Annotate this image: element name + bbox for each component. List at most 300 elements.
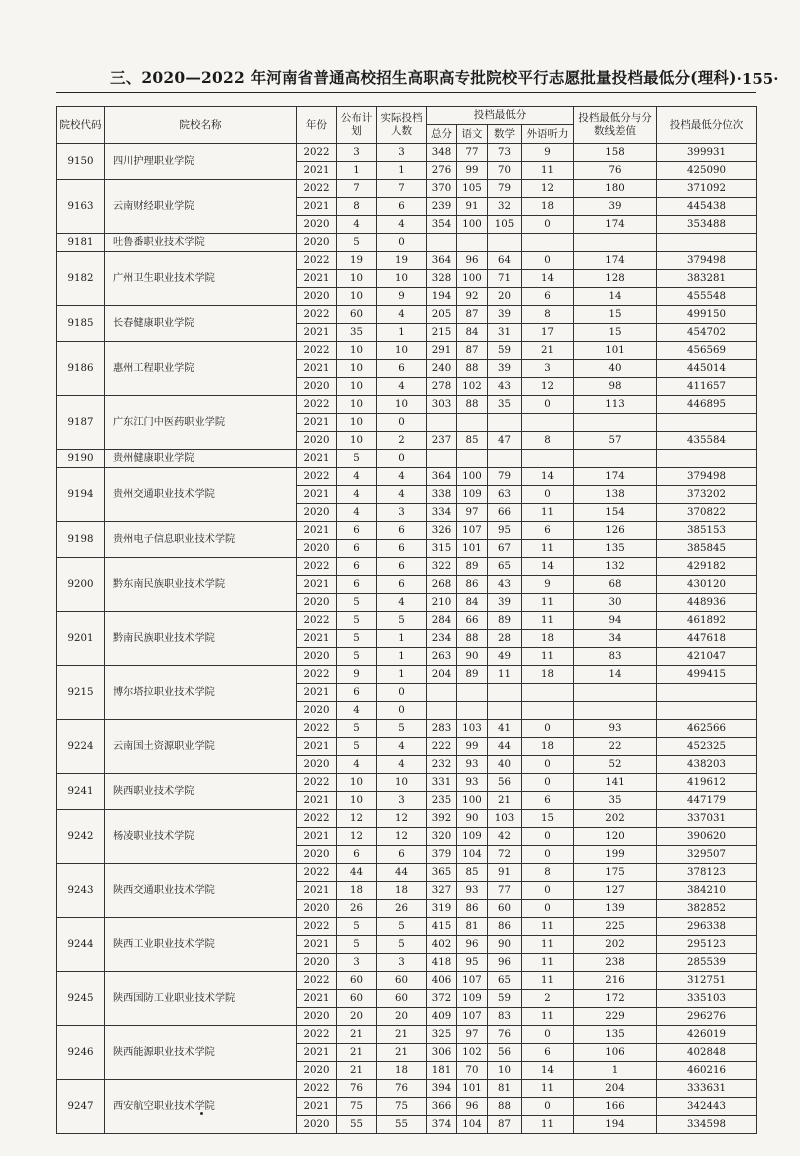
foreign-cell: 11 [522,540,574,558]
foreign-cell: 0 [522,846,574,864]
school-code: 9194 [57,468,105,522]
math-cell: 43 [488,378,522,396]
plan-cell: 3 [337,954,377,972]
year-cell: 2022 [297,468,337,486]
table-row [57,720,757,738]
school-code: 9181 [57,234,105,252]
school-code: 9224 [57,720,105,774]
plan-cell: 21 [337,1062,377,1080]
rank-cell: 447618 [657,630,757,648]
school-code: 9244 [57,918,105,972]
actual-cell: 4 [377,756,427,774]
actual-cell: 76 [377,1080,427,1098]
school-code: 9245 [57,972,105,1026]
rank-cell: 334598 [657,1116,757,1134]
foreign-cell: 3 [522,360,574,378]
foreign-cell: 11 [522,612,574,630]
rank-cell [657,450,757,468]
math-cell: 105 [488,216,522,234]
header-math: 数学 [488,125,522,144]
rank-cell: 445438 [657,198,757,216]
total-cell: 392 [427,810,457,828]
math-cell: 32 [488,198,522,216]
year-cell: 2021 [297,576,337,594]
math-cell: 71 [488,270,522,288]
rank-cell: 378123 [657,864,757,882]
total-cell: 406 [427,972,457,990]
foreign-cell: 0 [522,882,574,900]
year-cell: 2022 [297,612,337,630]
actual-cell: 5 [377,720,427,738]
table-row [57,342,757,360]
foreign-cell: 9 [522,144,574,162]
year-cell: 2021 [297,522,337,540]
chinese-cell: 104 [457,846,488,864]
year-cell: 2020 [297,432,337,450]
year-cell: 2022 [297,180,337,198]
foreign-cell: 14 [522,468,574,486]
rank-cell [657,234,757,252]
total-cell: 239 [427,198,457,216]
plan-cell: 76 [337,1080,377,1098]
table-row [57,234,757,252]
math-cell: 35 [488,396,522,414]
foreign-cell: 11 [522,936,574,954]
school-name: 吐鲁番职业技术学院 [105,234,297,252]
school-code: 9241 [57,774,105,810]
plan-cell: 5 [337,630,377,648]
year-cell: 2020 [297,216,337,234]
header-total: 总分 [427,125,457,144]
chinese-cell: 93 [457,756,488,774]
math-cell: 91 [488,864,522,882]
table-row [57,1080,757,1098]
rank-cell: 379498 [657,468,757,486]
plan-cell: 18 [337,882,377,900]
diff-cell: 139 [574,900,657,918]
school-name: 云南国土资源职业学院 [105,720,297,774]
math-cell: 28 [488,630,522,648]
table-row [57,918,757,936]
diff-cell: 141 [574,774,657,792]
actual-cell: 2 [377,432,427,450]
diff-cell: 132 [574,558,657,576]
table-row [57,252,757,270]
table-row [57,612,757,630]
actual-cell: 4 [377,378,427,396]
total-cell: 319 [427,900,457,918]
year-cell: 2020 [297,1116,337,1134]
total-cell: 222 [427,738,457,756]
math-cell: 96 [488,954,522,972]
rank-cell: 399931 [657,144,757,162]
diff-cell: 225 [574,918,657,936]
foreign-cell [522,450,574,468]
rank-cell: 448936 [657,594,757,612]
total-cell: 263 [427,648,457,666]
rank-cell: 353488 [657,216,757,234]
diff-cell: 98 [574,378,657,396]
rank-cell: 462566 [657,720,757,738]
math-cell: 31 [488,324,522,342]
plan-cell: 10 [337,360,377,378]
chinese-cell: 109 [457,486,488,504]
school-code: 9187 [57,396,105,450]
chinese-cell: 89 [457,666,488,684]
actual-cell: 10 [377,270,427,288]
math-cell: 10 [488,1062,522,1080]
table-row [57,666,757,684]
plan-cell: 12 [337,810,377,828]
foreign-cell: 11 [522,594,574,612]
actual-cell: 12 [377,828,427,846]
total-cell: 364 [427,468,457,486]
actual-cell: 60 [377,972,427,990]
actual-cell: 0 [377,684,427,702]
school-code: 9246 [57,1026,105,1080]
foreign-cell [522,702,574,720]
school-name: 博尔塔拉职业技术学院 [105,666,297,720]
year-cell: 2020 [297,756,337,774]
diff-cell: 22 [574,738,657,756]
diff-cell: 199 [574,846,657,864]
rank-cell: 411657 [657,378,757,396]
table-row [57,396,757,414]
school-name: 陕西工业职业技术学院 [105,918,297,972]
math-cell: 88 [488,1098,522,1116]
total-cell: 284 [427,612,457,630]
math-cell: 87 [488,1116,522,1134]
header-divider [56,92,756,93]
actual-cell: 7 [377,180,427,198]
chinese-cell: 85 [457,432,488,450]
math-cell: 56 [488,774,522,792]
year-cell: 2022 [297,396,337,414]
foreign-cell: 14 [522,558,574,576]
total-cell: 306 [427,1044,457,1062]
foreign-cell: 11 [522,162,574,180]
school-name: 西安航空职业技术学院 [105,1080,297,1134]
actual-cell: 6 [377,846,427,864]
foreign-cell: 0 [522,252,574,270]
rank-cell: 435584 [657,432,757,450]
actual-cell: 10 [377,774,427,792]
actual-cell: 44 [377,864,427,882]
rank-cell: 390620 [657,828,757,846]
plan-cell: 20 [337,1008,377,1026]
actual-cell: 6 [377,360,427,378]
plan-cell: 5 [337,936,377,954]
diff-cell: 101 [574,342,657,360]
year-cell: 2020 [297,504,337,522]
year-cell: 2021 [297,882,337,900]
plan-cell: 5 [337,594,377,612]
diff-cell: 229 [574,1008,657,1026]
foreign-cell: 0 [522,828,574,846]
plan-cell: 9 [337,666,377,684]
year-cell: 2022 [297,1080,337,1098]
actual-cell: 4 [377,468,427,486]
diff-cell: 175 [574,864,657,882]
chinese-cell [457,414,488,432]
foreign-cell: 11 [522,1008,574,1026]
diff-cell: 202 [574,936,657,954]
year-cell: 2021 [297,1098,337,1116]
table-row [57,1026,757,1044]
school-code: 9185 [57,306,105,342]
year-cell: 2021 [297,792,337,810]
school-name: 贵州健康职业学院 [105,450,297,468]
actual-cell: 60 [377,990,427,1008]
diff-cell: 39 [574,198,657,216]
chinese-cell: 77 [457,144,488,162]
plan-cell: 5 [337,612,377,630]
year-cell: 2022 [297,864,337,882]
year-cell: 2021 [297,738,337,756]
total-cell: 327 [427,882,457,900]
chinese-cell: 96 [457,936,488,954]
diff-cell: 14 [574,666,657,684]
foreign-cell: 8 [522,432,574,450]
rank-cell: 296338 [657,918,757,936]
rank-cell: 461892 [657,612,757,630]
foreign-cell: 21 [522,342,574,360]
school-name: 陕西国防工业职业技术学院 [105,972,297,1026]
plan-cell: 4 [337,216,377,234]
rank-cell: 333631 [657,1080,757,1098]
math-cell: 11 [488,666,522,684]
table-row [57,450,757,468]
school-code: 9190 [57,450,105,468]
foreign-cell: 0 [522,900,574,918]
header-min-score: 投档最低分 [427,107,574,125]
school-code: 9150 [57,144,105,180]
actual-cell: 10 [377,342,427,360]
school-name: 贵州电子信息职业技术学院 [105,522,297,558]
math-cell: 90 [488,936,522,954]
rank-cell: 337031 [657,810,757,828]
plan-cell: 6 [337,522,377,540]
actual-cell: 6 [377,198,427,216]
foreign-cell: 11 [522,954,574,972]
diff-cell: 174 [574,216,657,234]
chinese-cell: 100 [457,216,488,234]
year-cell: 2021 [297,828,337,846]
actual-cell: 6 [377,540,427,558]
math-cell: 89 [488,612,522,630]
foreign-cell: 11 [522,1116,574,1134]
rank-cell: 342443 [657,1098,757,1116]
total-cell: 194 [427,288,457,306]
header-code: 院校代码 [57,107,105,144]
chinese-cell: 109 [457,828,488,846]
total-cell: 210 [427,594,457,612]
diff-cell [574,450,657,468]
total-cell [427,234,457,252]
school-code: 9198 [57,522,105,558]
diff-cell: 68 [574,576,657,594]
rank-cell: 499415 [657,666,757,684]
actual-cell: 1 [377,630,427,648]
foreign-cell: 14 [522,270,574,288]
year-cell: 2020 [297,846,337,864]
foreign-cell: 0 [522,774,574,792]
chinese-cell: 88 [457,360,488,378]
diff-cell: 135 [574,540,657,558]
total-cell: 291 [427,342,457,360]
actual-cell: 18 [377,882,427,900]
stray-mark [200,1112,203,1115]
plan-cell: 55 [337,1116,377,1134]
chinese-cell: 99 [457,738,488,756]
rank-cell: 379498 [657,252,757,270]
year-cell: 2021 [297,414,337,432]
math-cell: 67 [488,540,522,558]
chinese-cell: 107 [457,972,488,990]
diff-cell: 15 [574,306,657,324]
actual-cell: 0 [377,702,427,720]
rank-cell: 499150 [657,306,757,324]
chinese-cell: 66 [457,612,488,630]
total-cell: 283 [427,720,457,738]
total-cell: 326 [427,522,457,540]
math-cell: 73 [488,144,522,162]
chinese-cell: 92 [457,288,488,306]
school-code: 9186 [57,342,105,396]
diff-cell: 34 [574,630,657,648]
plan-cell: 1 [337,162,377,180]
rank-cell: 426019 [657,1026,757,1044]
year-cell: 2021 [297,162,337,180]
actual-cell: 0 [377,414,427,432]
actual-cell: 3 [377,792,427,810]
plan-cell: 60 [337,990,377,1008]
header-year: 年份 [297,107,337,144]
total-cell: 240 [427,360,457,378]
year-cell: 2021 [297,270,337,288]
math-cell: 66 [488,504,522,522]
plan-cell: 5 [337,720,377,738]
school-name: 云南财经职业学院 [105,180,297,234]
plan-cell: 44 [337,864,377,882]
diff-cell: 35 [574,792,657,810]
school-name: 四川护理职业学院 [105,144,297,180]
plan-cell: 60 [337,306,377,324]
total-cell: 394 [427,1080,457,1098]
actual-cell: 1 [377,648,427,666]
diff-cell: 172 [574,990,657,1008]
diff-cell: 128 [574,270,657,288]
chinese-cell: 86 [457,900,488,918]
year-cell: 2022 [297,774,337,792]
table-row [57,468,757,486]
actual-cell: 19 [377,252,427,270]
year-cell: 2020 [297,702,337,720]
rank-cell: 335103 [657,990,757,1008]
plan-cell: 10 [337,414,377,432]
chinese-cell: 96 [457,1098,488,1116]
school-code: 9242 [57,810,105,864]
rank-cell: 419612 [657,774,757,792]
rank-cell: 385845 [657,540,757,558]
total-cell: 268 [427,576,457,594]
plan-cell: 4 [337,504,377,522]
school-code: 9247 [57,1080,105,1134]
total-cell: 315 [427,540,457,558]
foreign-cell: 0 [522,720,574,738]
year-cell: 2020 [297,288,337,306]
foreign-cell: 0 [522,216,574,234]
chinese-cell: 90 [457,810,488,828]
total-cell: 334 [427,504,457,522]
actual-cell: 4 [377,486,427,504]
math-cell: 79 [488,468,522,486]
school-code: 9200 [57,558,105,612]
actual-cell: 1 [377,666,427,684]
math-cell: 64 [488,252,522,270]
foreign-cell: 18 [522,198,574,216]
year-cell: 2021 [297,198,337,216]
plan-cell: 6 [337,576,377,594]
plan-cell: 19 [337,252,377,270]
math-cell: 86 [488,918,522,936]
rank-cell: 371092 [657,180,757,198]
year-cell: 2020 [297,1062,337,1080]
actual-cell: 6 [377,522,427,540]
actual-cell: 6 [377,558,427,576]
diff-cell: 14 [574,288,657,306]
year-cell: 2021 [297,684,337,702]
actual-cell: 5 [377,936,427,954]
actual-cell: 5 [377,612,427,630]
rank-cell: 421047 [657,648,757,666]
math-cell: 95 [488,522,522,540]
year-cell: 2021 [297,990,337,1008]
diff-cell: 204 [574,1080,657,1098]
year-cell: 2020 [297,900,337,918]
foreign-cell: 11 [522,504,574,522]
math-cell: 65 [488,972,522,990]
rank-cell: 370822 [657,504,757,522]
school-code: 9163 [57,180,105,234]
foreign-cell: 0 [522,396,574,414]
school-name: 陕西交通职业技术学院 [105,864,297,918]
plan-cell: 10 [337,432,377,450]
rank-cell: 446895 [657,396,757,414]
actual-cell: 75 [377,1098,427,1116]
total-cell: 322 [427,558,457,576]
foreign-cell: 15 [522,810,574,828]
header-chinese: 语文 [457,125,488,144]
plan-cell: 10 [337,792,377,810]
plan-cell: 10 [337,270,377,288]
rank-cell: 445014 [657,360,757,378]
plan-cell: 5 [337,738,377,756]
chinese-cell: 107 [457,1008,488,1026]
foreign-cell: 12 [522,180,574,198]
math-cell: 70 [488,162,522,180]
chinese-cell: 100 [457,468,488,486]
table-row [57,972,757,990]
diff-cell: 127 [574,882,657,900]
rank-cell: 447179 [657,792,757,810]
table-row [57,144,757,162]
year-cell: 2020 [297,648,337,666]
chinese-cell [457,450,488,468]
chinese-cell: 109 [457,990,488,1008]
total-cell: 328 [427,270,457,288]
foreign-cell: 18 [522,666,574,684]
